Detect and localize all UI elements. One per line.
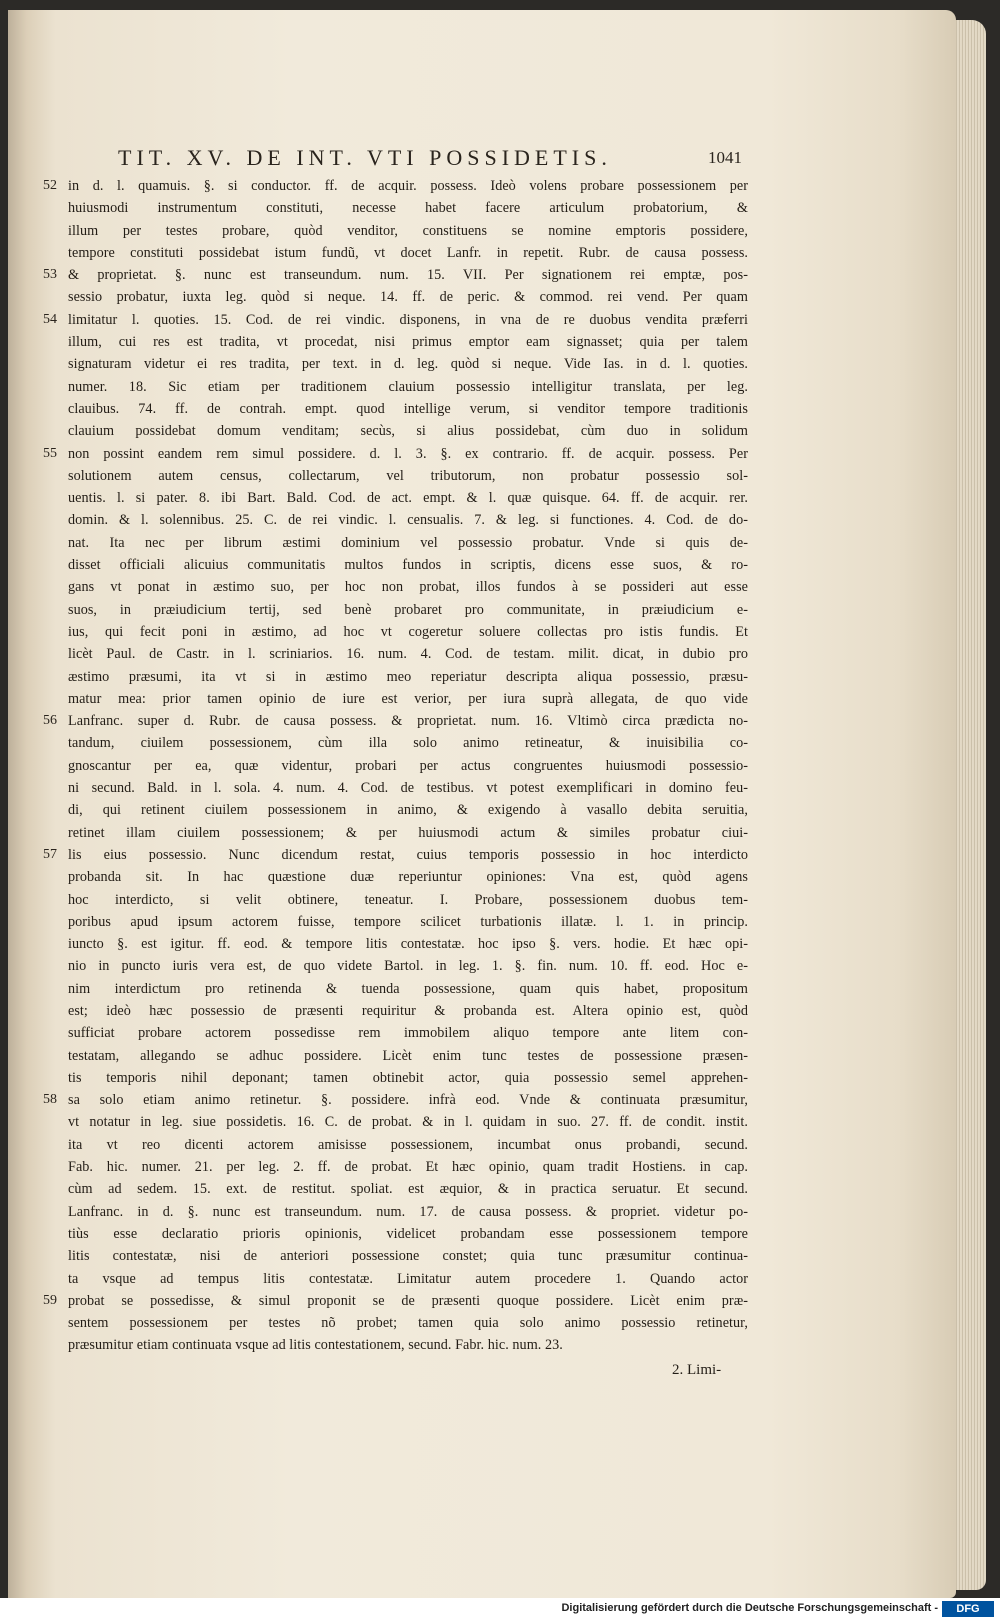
text-line: limitatur l. quoties. 15. Cod. de rei vindic. disponens, in vna de re duobus vendita præferri: [68, 311, 748, 328]
text-line: præsumitur etiam continuata vsque ad litis contestationem, secund. Fabr. hic. num. 23.: [68, 1337, 563, 1354]
margin-number: 55: [43, 445, 57, 461]
page-number: 1041: [708, 148, 742, 167]
text-line: Fab. hic. numer. 21. per leg. 2. ff. de probat. Et hæc opinio, quam tradit Hostiens. in cap.: [68, 1159, 748, 1176]
text-line: probat se possedisse, & simul proponit se de præsenti quoque possidere. Licèt enim præ-: [68, 1292, 748, 1309]
margin-number: 53: [43, 267, 57, 283]
text-line: sentem possessionem per testes nõ probet; tamen quia solo animo possessio retinetur,: [68, 1315, 748, 1332]
margin-number: 52: [43, 178, 57, 193]
margin-number: 56: [43, 713, 57, 729]
margin-number: 58: [43, 1092, 57, 1108]
text-line: clauibus. 74. ff. de contrah. empt. quod intellige verum, si venditor tempore traditionis: [68, 400, 748, 417]
text-line: iuncto §. est igitur. ff. eod. & tempore litis contestatæ. hoc ipso §. vers. hodie. Et hæc opi-: [68, 936, 748, 953]
text-line: illum, cui res est tradita, vt procedat, nisi primus emptor eam signasset; quia per talem: [68, 334, 748, 351]
text-line: huiusmodi instrumentum constituti, necesse habet facere articulum probatorium, &: [68, 200, 748, 217]
text-line: Lanfranc. in d. §. nunc est transeundum. num. 17. de causa possess. & propriet. videtur po-: [68, 1203, 748, 1220]
text-line: ta vsque ad tempus litis contestatæ. Limitatur autem procedere 1. Quando actor: [68, 1270, 748, 1287]
text-line: tiùs esse declaratio prioris opinionis, videlicet probandam esse possessionem tempore: [68, 1225, 748, 1242]
text-line: gnoscantur per ea, quæ videntur, probari per actus congruentes huiusmodi possessio-: [68, 757, 748, 774]
text-line: sa solo etiam animo retinetur. §. possidere. infrà eod. Vnde & continuata præsumitur,: [68, 1092, 748, 1109]
text-line: nim interdictum pro retinenda & tuenda possessione, quam quis habet, propositum: [68, 980, 748, 997]
text-line: tis temporis nihil deponant; tamen obtinebit actor, quia possessio semel apprehen-: [68, 1069, 748, 1086]
footer-credit: Digitalisierung gefördert durch die Deutsche Forschungsgemeinschaft -: [561, 1602, 938, 1614]
text-line: est; ideò hæc possessio de præsenti requiritur & probanda est. Altera opinio est, quòd: [68, 1002, 748, 1019]
text-line: matur mea: prior tamen opinio de iure est verior, per iura suprà allegata, de quo vide: [68, 690, 748, 707]
text-line: retinet illam ciuilem possessionem; & per huiusmodi actum & similes probatur ciui-: [68, 824, 748, 841]
text-line: cùm ad sedem. 15. ext. de restitut. spoliat. est æquior, & in practica seruatur. Et secund.: [68, 1181, 748, 1198]
text-line: nat. Ita nec per librum æstimi dominium vel possessio probatur. Vnde si quis de-: [68, 534, 748, 551]
text-line: æstimo præsumi, ita vt si in æstimo meo reperiatur descripta aliqua possessio, præsu-: [68, 668, 748, 685]
footer-bar: [0, 1598, 1000, 1620]
text-line: sessio probatur, iuxta leg. quòd si neque. 14. ff. de peric. & commod. rei vend. Per quam: [68, 289, 748, 306]
text-line: numer. 18. Sic etiam per traditionem clauium possessio intelligitur translata, per leg.: [68, 378, 748, 395]
text-line: Lanfranc. super d. Rubr. de causa possess. & proprietat. num. 16. Vltimò circa prædicta no-: [68, 713, 748, 730]
margin-number: 54: [43, 311, 57, 327]
text-line: in d. l. quamuis. §. si conductor. ff. de acquir. possess. Ideò volens probare possessionem per: [68, 178, 748, 194]
dfg-logo: DFG: [942, 1601, 994, 1617]
book-page: [8, 10, 956, 1598]
text-line: testatam, allegando se adhuc possidere. Licèt enim tunc testes de possessione præsen-: [68, 1047, 748, 1064]
text-line: vt notatur in leg. siue possidetis. 16. C. de probat. & in l. quidam in suo. 27. ff. de condit. instit.: [68, 1114, 748, 1131]
text-line: licèt Paul. de Castr. in l. scriniarios. 16. num. 4. Cod. de testam. milit. dicat, in dubio pro: [68, 646, 748, 663]
text-line: suos, in præiudicium tertij, sed benè probaret pro communitate, in præiudicium e-: [68, 601, 748, 618]
text-line: ius, qui fecit poni in æstimo, ad hoc vt cogeretur soluere collectas pro istis fundis. Et: [68, 623, 748, 640]
text-line: domin. & l. solennibus. 25. C. de rei vindic. l. censualis. 7. & leg. si functiones. 4. Cod. de do-: [68, 512, 748, 529]
text-line: di, qui retinent ciuilem possessionem in animo, & exigendo à vasallo debita seruitia,: [68, 802, 748, 819]
text-line: signaturam videtur ei res tradita, per text. in d. leg. quòd si neque. Vide Ias. in d. l. quoties.: [68, 356, 748, 373]
text-line: tandum, ciuilem possessionem, cùm illa solo animo retineatur, & inuisibilia co-: [68, 735, 748, 752]
text-line: & proprietat. §. nunc est transeundum. num. 15. VII. Per signationem rei emptæ, pos-: [68, 267, 748, 284]
margin-number: 59: [43, 1293, 57, 1308]
book-fore-edge: [956, 20, 986, 1590]
text-line: clauium possidebat domum venditam; secùs, si alius possidebat, cùm duo in solidum: [68, 423, 748, 440]
text-line: gans vt ponat in æstimo suo, per hoc non probat, illos fundos à se possideri aut esse: [68, 579, 748, 596]
text-line: poribus apud ipsum actorem fuisse, tempore scilicet turbationis illatæ. l. 1. in princip.: [68, 913, 748, 930]
margin-number: 57: [43, 847, 57, 862]
text-line: ni secund. Bald. in l. sola. 4. num. 4. Cod. de testibus. vt potest exemplificari in domino feu-: [68, 780, 748, 797]
text-line: sufficiat probare actorem possedisse rem immobilem aliquo tempore ante litem con-: [68, 1025, 748, 1042]
text-line: nio in puncto iuris vera est, de quo videte Bartol. in leg. 1. §. fin. num. 10. ff. eod. Hoc e-: [68, 958, 748, 975]
text-line: lis eius possessio. Nunc dicendum restat, cuius temporis possessio in hoc interdicto: [68, 846, 748, 863]
text-line: illum per testes probare, quòd venditor, constituens se nomine emptoris possidere,: [68, 222, 748, 239]
text-line: ita vt reo dicenti actorem amisisse possessionem, incumbat onus probandi, secund.: [68, 1136, 748, 1153]
text-line: solutionem autem census, collectarum, vel tributorum, non probatur possessio sol-: [68, 467, 748, 484]
text-line: probanda sit. In hac quæstione duæ reperiuntur opiniones: Vna est, quòd agens: [68, 869, 748, 886]
text-line: litis contestatæ, nisi de anteriori possessione constet; quia tunc præsumitur continua-: [68, 1248, 748, 1265]
text-line: tempore constituti possidebat istum fundũ, vt docet Lanfr. in repetit. Rubr. de causa possess.: [68, 244, 748, 261]
text-line: uentis. l. si pater. 8. ibi Bart. Bald. Cod. de act. empt. & l. quæ quisque. 64. ff. de acquir. rer.: [68, 490, 748, 507]
text-line: disset officiali alicuius communitatis multos fundos in scriptis, dicens esse suos, & ro-: [68, 557, 748, 574]
text-line: hoc interdicto, si velit obtinere, teneatur. I. Probare, possessionem duobus tem-: [68, 891, 748, 908]
running-header: TIT. XV. DE INT. VTI POSSIDETIS.: [118, 145, 612, 170]
text-line: non possint eandem rem simul possidere. d. l. 3. §. ex contrario. ff. de acquir. possess. Per: [68, 445, 748, 462]
body-text: [68, 175, 748, 1357]
catchword: 2. Limi-: [672, 1362, 722, 1378]
